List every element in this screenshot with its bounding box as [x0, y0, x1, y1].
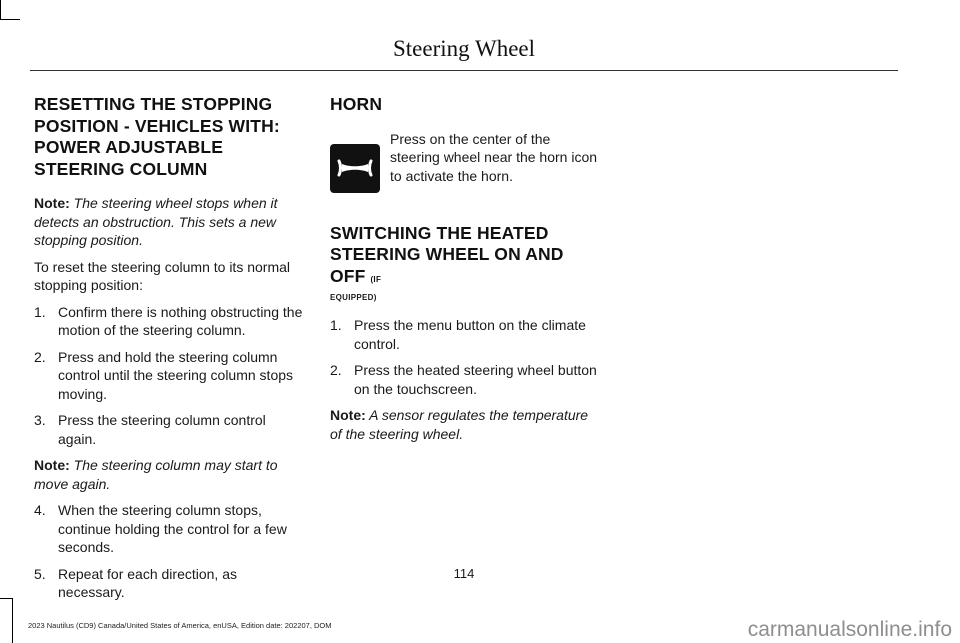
page-title: Steering Wheel: [393, 36, 535, 61]
heading-suffix: (IF: [370, 274, 382, 284]
heading-text: SWITCHING THE HEATED STEERING WHEEL ON AND OFF: [330, 222, 564, 286]
horn-icon: [330, 144, 380, 193]
crop-mark: [12, 598, 13, 643]
step-text: Confirm there is nothing obstructing the motion of the steering column.: [58, 303, 303, 338]
crop-mark: [0, 598, 13, 599]
step-number: 1.: [330, 317, 342, 333]
steps-list-b: [34, 501, 306, 602]
step-text: Press the heated steering wheel button on the touchscreen.: [354, 362, 597, 397]
list-item: [34, 303, 306, 340]
note-sensor: [330, 406, 602, 443]
note-text: A sensor regulates the temperature of the steering wheel.: [330, 407, 589, 442]
section-heading-horn: HORN: [330, 94, 383, 114]
note-text: The steering wheel stops when it detects an obstruction. This sets a new stopping position.: [34, 195, 278, 248]
page-number: 114: [453, 566, 475, 581]
step-number: 5.: [34, 565, 46, 582]
step-number: 3.: [34, 412, 46, 428]
step-text: Press and hold the steering column control until the steering column stops moving.: [58, 348, 294, 402]
horn-row: [330, 130, 602, 193]
watermark: carmanualsonline.info: [747, 618, 952, 641]
step-number: 4.: [34, 502, 46, 518]
heated-steps-list: [330, 316, 602, 398]
intro-paragraph: To reset the steering column to its normal stopping position:: [34, 258, 291, 293]
horn-instructions: Press on the center of the steering wheel near the horn icon to activate the horn.: [390, 130, 598, 184]
footer-edition: 2023 Nautilus (CD9) Canada/United States of America, enUSA, Edition date: 202207, DOM: [28, 621, 332, 630]
steps-list-a: [34, 303, 306, 449]
step-text: Press the steering column control again.: [58, 412, 266, 447]
step-text: Repeat for each direction, as necessary.: [58, 565, 237, 600]
step-number: 2.: [330, 362, 342, 378]
list-item: [34, 501, 306, 557]
step-text: When the steering column stops, continue holding the control for a few seconds.: [58, 502, 287, 555]
note-label: Note:: [34, 195, 70, 211]
list-item: [330, 316, 602, 353]
note-may-move: [34, 456, 306, 493]
step-number: 1.: [34, 303, 46, 320]
note-obstruction: [34, 194, 306, 250]
step-number: 2.: [34, 348, 46, 365]
list-item: [34, 411, 306, 448]
list-item: [34, 348, 306, 404]
note-label: Note:: [34, 457, 70, 473]
left-column: [34, 94, 306, 610]
heading-suffix-continued: EQUIPPED): [330, 293, 377, 302]
step-text: Press the menu button on the climate control.: [354, 317, 586, 352]
right-column: [330, 94, 602, 443]
list-item: [330, 361, 602, 398]
section-heading-heated: [330, 223, 602, 291]
note-label: Note:: [330, 407, 366, 423]
header-divider: [30, 70, 898, 71]
note-text: The steering column may start to move again.: [34, 457, 278, 492]
section-heading-resetting: RESETTING THE STOPPING POSITION - VEHICLES WITH: POWER ADJUSTABLE STEERING COLUMN: [34, 94, 280, 179]
crop-mark: [0, 0, 1, 20]
crop-mark: [0, 19, 20, 20]
